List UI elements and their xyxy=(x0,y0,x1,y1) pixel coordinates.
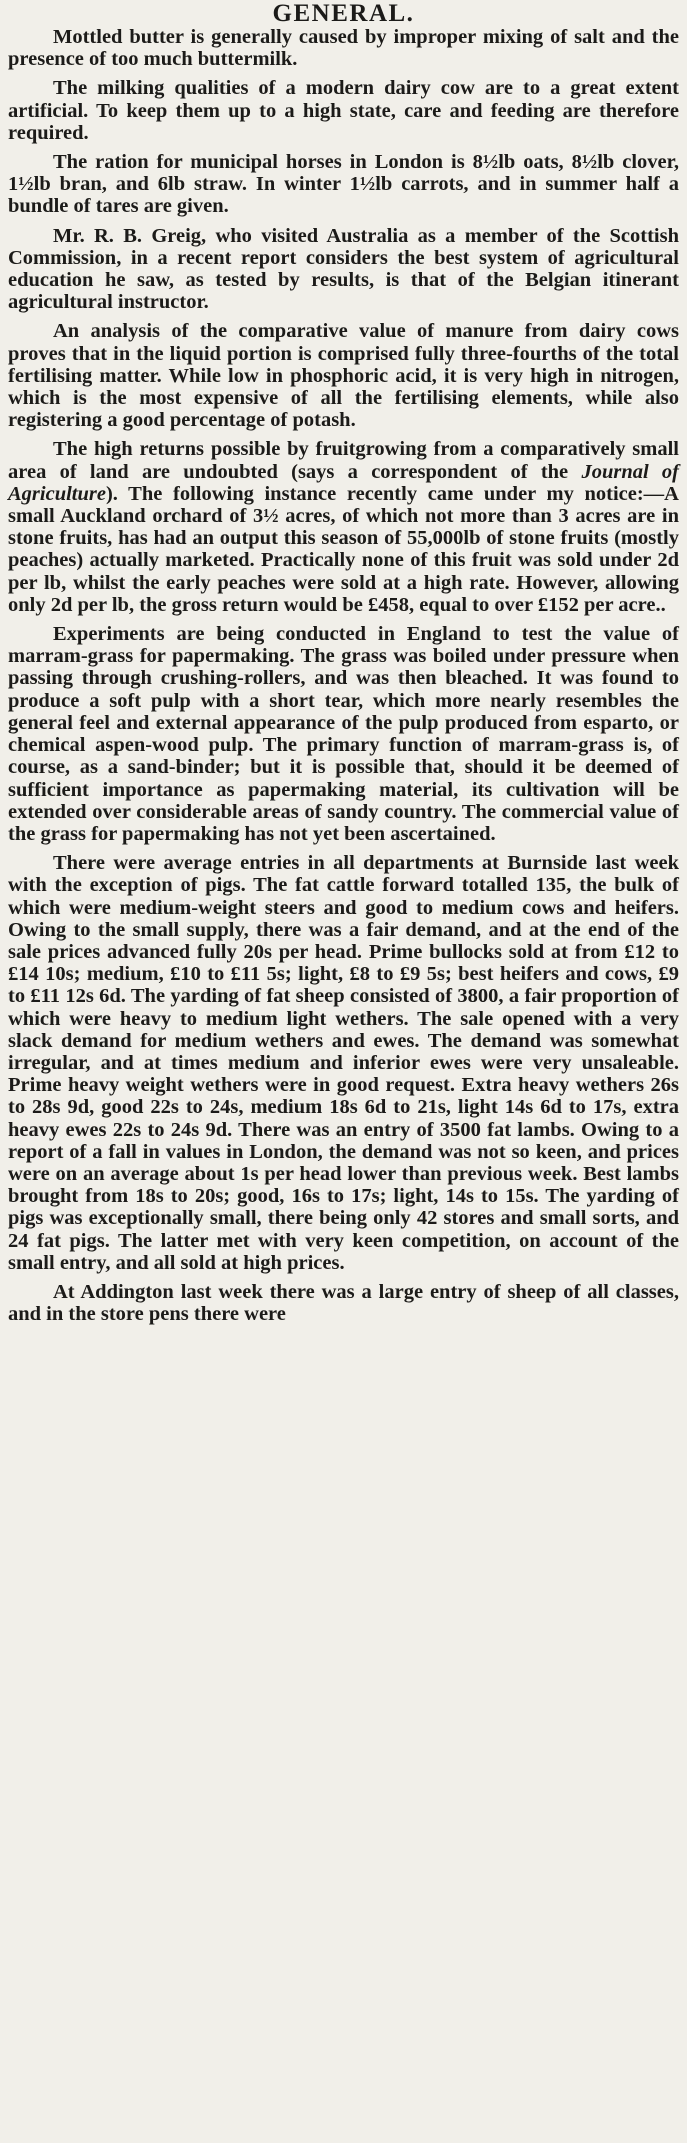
paragraph-gap xyxy=(8,218,679,225)
paragraph-horse-ration: The ration for municipal horses in London is 8½lb oats, 8½lb clover, 1½lb bran, and 6lb straw. In winter 1½lb carrots, and in summer half a bundle of tares are given. xyxy=(8,151,679,218)
paragraph-manure-analysis: An analysis of the comparative value of manure from dairy cows proves that in the liquid portion is comprised fully three-fourths of the total fertilising matter. While low in phosphoric acid, it is very high in nitrogen, which is the most expensive of all the fertilising elements, while also registering a good percentage of potash. xyxy=(8,320,679,432)
paragraph-marram-grass: Experiments are being conducted in England to test the value of marram-grass for papermaking. The grass was boiled under pressure when passing through crushing-rollers, and was then bleached. It was found to produce a soft pulp with a short tear, which more nearly resembles the general feel and external appearance of the pulp produced from esparto, or chemical aspen-wood pulp. The primary function of marram-grass is, of course, as a sand-binder; but it is possible that, should it be deemed of sufficient importance as papermaking material, its cultivation will be extended over considerable areas of sandy country. The commercial value of the grass for papermaking has not yet been ascertained. xyxy=(8,623,679,845)
paragraph-gap xyxy=(8,144,679,151)
paragraph-gap xyxy=(8,1274,679,1281)
section-heading: GENERAL. xyxy=(272,0,415,27)
paragraph-gap xyxy=(8,616,679,623)
paragraph-burnside-sale: There were average entries in all departments at Burnside last week with the exception of pigs. The fat cattle forward totalled 135, the bulk of which were medium-weight steers and good to medium cows and heifers. Owing to the small supply, there was a fair demand, and at the end of the sale prices advanced fully 20s per head. Prime bullocks sold at from £12 to £14 10s; medium, £10 to £11 5s; light, £8 to £9 5s; best heifers and cows, £9 to £11 12s 6d. The yarding of fat sheep consisted of 3800, a fair proportion of which were heavy to medium light wethers. The sale opened with a very slack demand for medium wethers and ewes. The demand was somewhat irregular, and at times medium and inferior ewes were very unsaleable. Prime heavy weight wethers were in good request. Extra heavy wethers 26s to 28s 9d, good 22s to 24s, medium 18s 6d to 21s, light 14s 6d to 17s, extra heavy ewes 22s to 24s 9d. There was an entry of 3500 fat lambs. Owing to a report of a fall in values in London, the demand was not so keen, and prices were on an average about 1s per head lower than previous week. Best lambs brought from 18s to 20s; good, 16s to 17s; light, 14s to 15s. The yarding of pigs was exceptionally small, there being only 42 stores and small sorts, and 24 fat pigs. The latter met with very keen competition, on account of the small entry, and all sold at high prices. xyxy=(8,852,679,1274)
journal-title: Journal of Agriculture xyxy=(8,460,680,505)
paragraph-gap xyxy=(8,313,679,320)
paragraph-greig-report: Mr. R. B. Greig, who visited Australia as a member of the Scottish Commission, in a recent report considers the best system of agricultural education he saw, as tested by results, is that of the Belgian itinerant agricultural instructor. xyxy=(8,224,679,314)
fruitgrowing-text-start: The high returns possible by fruitgrowing from a comparatively small area of land are undoubted (says a correspondent of the xyxy=(8,438,679,483)
paragraph-addington-sale: At Addington last week there was a large entry of sheep of all classes, and in the store pens there were xyxy=(8,1280,679,1326)
paragraph-gap xyxy=(8,845,679,852)
fruitgrowing-text-end: ). The following instance recently came under my notice:—A small Auckland orchard of 3½ acres, of which not more than 3 acres are in stone fruits, has had an output this season of 55,000lb of stone fruits (mostly peaches) actually marketed. Practically none of this fruit was sold under 2d per lb, whilst the early peaches were sold at a high rate. However, allowing only 2d per lb, the gross return would be £458, equal to over £152 per acre.. xyxy=(8,482,679,616)
paragraph-gap xyxy=(8,70,679,77)
paragraph-milking-qualities: The milking qualities of a modern dairy cow are to a great extent artificial. To keep them up to a high state, care and feeding are therefore required. xyxy=(8,77,679,144)
paragraph-gap xyxy=(8,431,679,438)
paragraph-fruitgrowing xyxy=(8,438,679,616)
paragraph-mottled-butter: Mottled butter is generally caused by improper mixing of salt and the presence of too much buttermilk. xyxy=(8,26,679,71)
